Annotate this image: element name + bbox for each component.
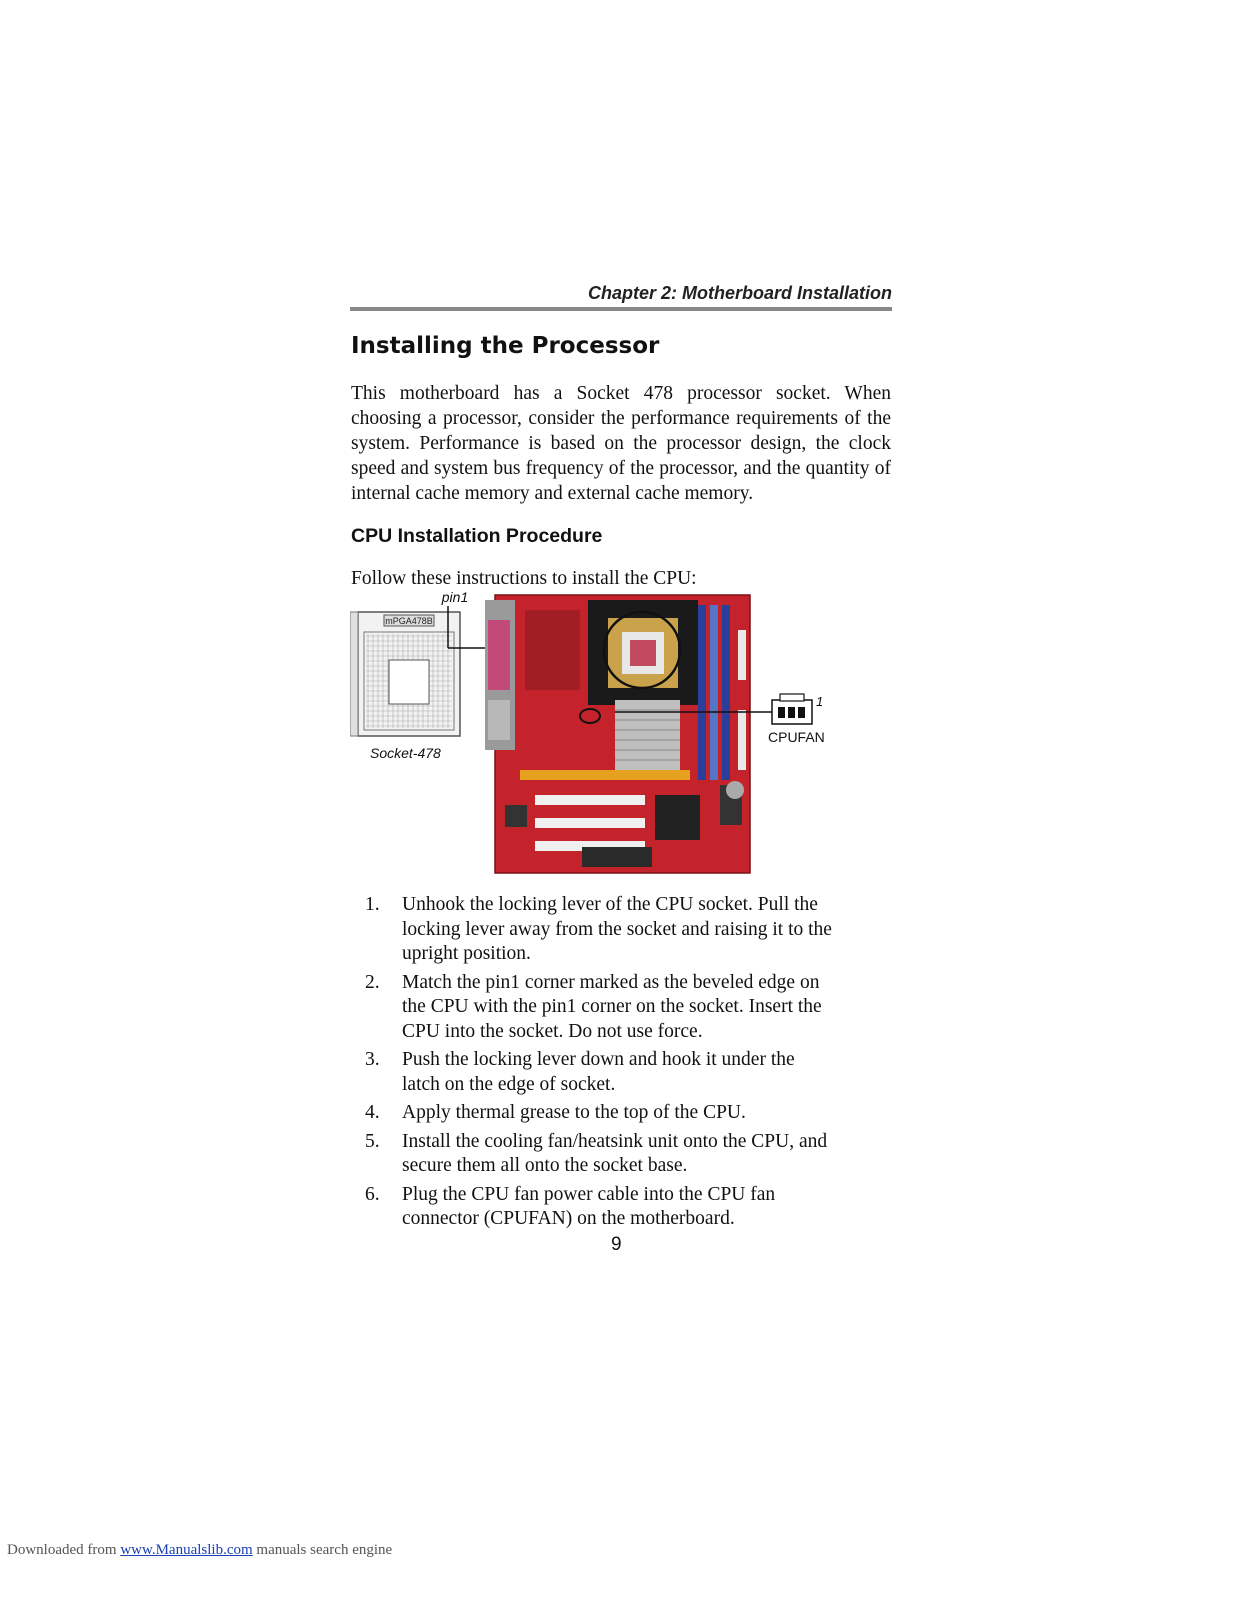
section-title: Installing the Processor: [351, 333, 660, 359]
cpu-socket-figure: [350, 590, 850, 880]
step-number: 3.: [365, 1049, 380, 1070]
footer-suffix: manuals search engine: [252, 1542, 393, 1558]
list-item: [365, 1048, 835, 1097]
list-item: [365, 971, 835, 1045]
socket-label: Socket-478: [370, 745, 441, 761]
list-item: [365, 1183, 835, 1232]
page-number: 9: [611, 1234, 622, 1255]
list-item: [365, 1101, 835, 1126]
step-number: 4.: [365, 1102, 380, 1123]
footer-prefix: Downloaded from: [7, 1542, 121, 1558]
motherboard-photo: [485, 595, 750, 873]
step-text: Install the cooling fan/heatsink unit onto the CPU, and secure them all onto the socket base.: [402, 1130, 828, 1176]
step-number: 1.: [365, 894, 380, 915]
socket-chip-label: mPGA478B: [385, 616, 433, 626]
pin1-label: pin1: [441, 590, 469, 605]
step-text: Match the pin1 corner marked as the beveled edge on the CPU with the pin1 corner on the socket. Insert the CPU into the socket. Do not use force.: [402, 971, 822, 1042]
intro-paragraph: This motherboard has a Socket 478 processor socket. When choosing a processor, consider the performance requirements of the system. Performance is based on the processor design, the clock speed and system bus frequency of the processor, and the quantity of internal cache memory and external cache memory.: [351, 383, 891, 504]
manualslib-link[interactable]: www.Manualslib.com: [120, 1542, 253, 1558]
list-item: [365, 1130, 835, 1179]
step-text: Apply thermal grease to the top of the CPU.: [402, 1102, 746, 1123]
cpufan-connector: [772, 694, 812, 724]
chapter-header: Chapter 2: Motherboard Installation: [587, 283, 892, 303]
step-number: 5.: [365, 1130, 380, 1152]
step-number: 2.: [365, 971, 380, 993]
socket-diagram: [350, 612, 460, 736]
cpufan-label: CPUFAN: [768, 729, 825, 745]
procedure-lead: Follow these instructions to install the CPU:: [351, 568, 697, 589]
procedure-steps: [365, 893, 835, 1236]
step-number: 6.: [365, 1183, 380, 1205]
list-item: [365, 893, 835, 967]
step-text: Plug the CPU fan power cable into the CPU fan connector (CPUFAN) on the motherboard.: [402, 1183, 776, 1229]
step-text: Push the locking lever down and hook it under the latch on the edge of socket.: [402, 1049, 795, 1095]
step-text: Unhook the locking lever of the CPU socket. Pull the locking lever away from the socket and raising it to the upright position.: [402, 894, 832, 964]
header-rule: [350, 307, 892, 311]
download-footer: [7, 1542, 392, 1559]
procedure-title: CPU Installation Procedure: [351, 525, 603, 547]
cpufan-pin1-label: 1: [816, 694, 824, 709]
